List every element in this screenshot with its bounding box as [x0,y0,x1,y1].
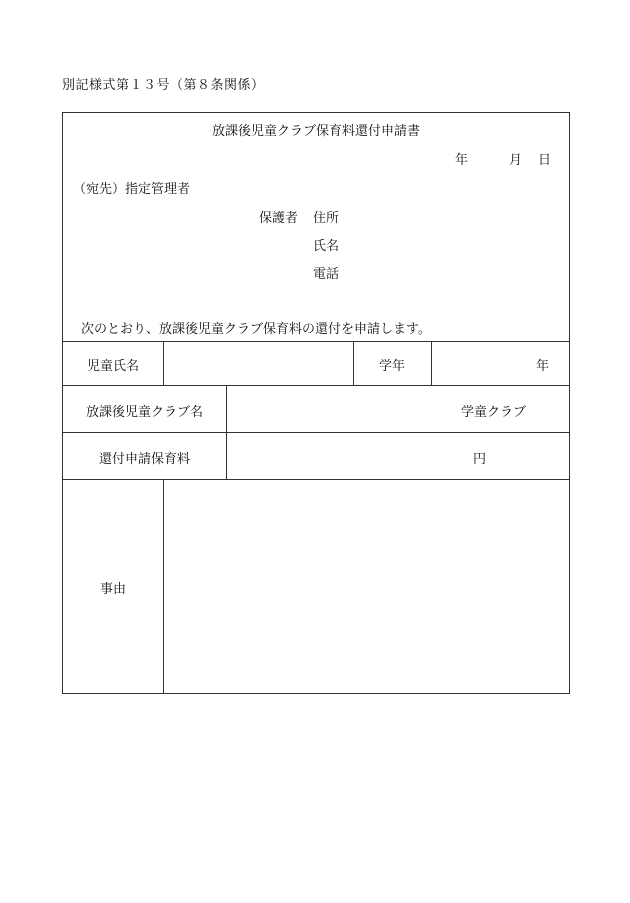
child-name-label: 児童氏名 [86,359,139,374]
address-label: 住所 [313,211,340,226]
applicant-role: 保護者 [259,211,299,226]
club-name-label: 放課後児童クラブ名 [85,405,203,420]
reason-field[interactable] [163,480,569,693]
date-month-label: 月 [509,153,523,168]
child-name-field[interactable] [163,342,353,385]
form-title: 放課後児童クラブ保育料還付申請書 [211,124,420,139]
club-suffix: 学童クラブ [461,405,527,420]
date-day-label: 日 [538,153,552,168]
statement: 次のとおり、放課後児童クラブ保育料の還付を申請します。 [81,322,431,337]
grade-unit: 年 [536,359,550,374]
fee-label: 還付申請保育料 [98,452,190,467]
date-year-label: 年 [455,153,469,168]
fee-unit: 円 [473,452,487,467]
application-form [62,112,570,694]
name-label: 氏名 [313,239,340,254]
reason-label: 事由 [99,582,126,597]
phone-label: 電話 [313,267,340,282]
grade-label: 学年 [378,359,405,374]
form-reference: 別記様式第１３号（第８条関係） [62,78,265,93]
fee-field[interactable] [226,433,569,479]
addressee: （宛先）指定管理者 [73,182,191,197]
